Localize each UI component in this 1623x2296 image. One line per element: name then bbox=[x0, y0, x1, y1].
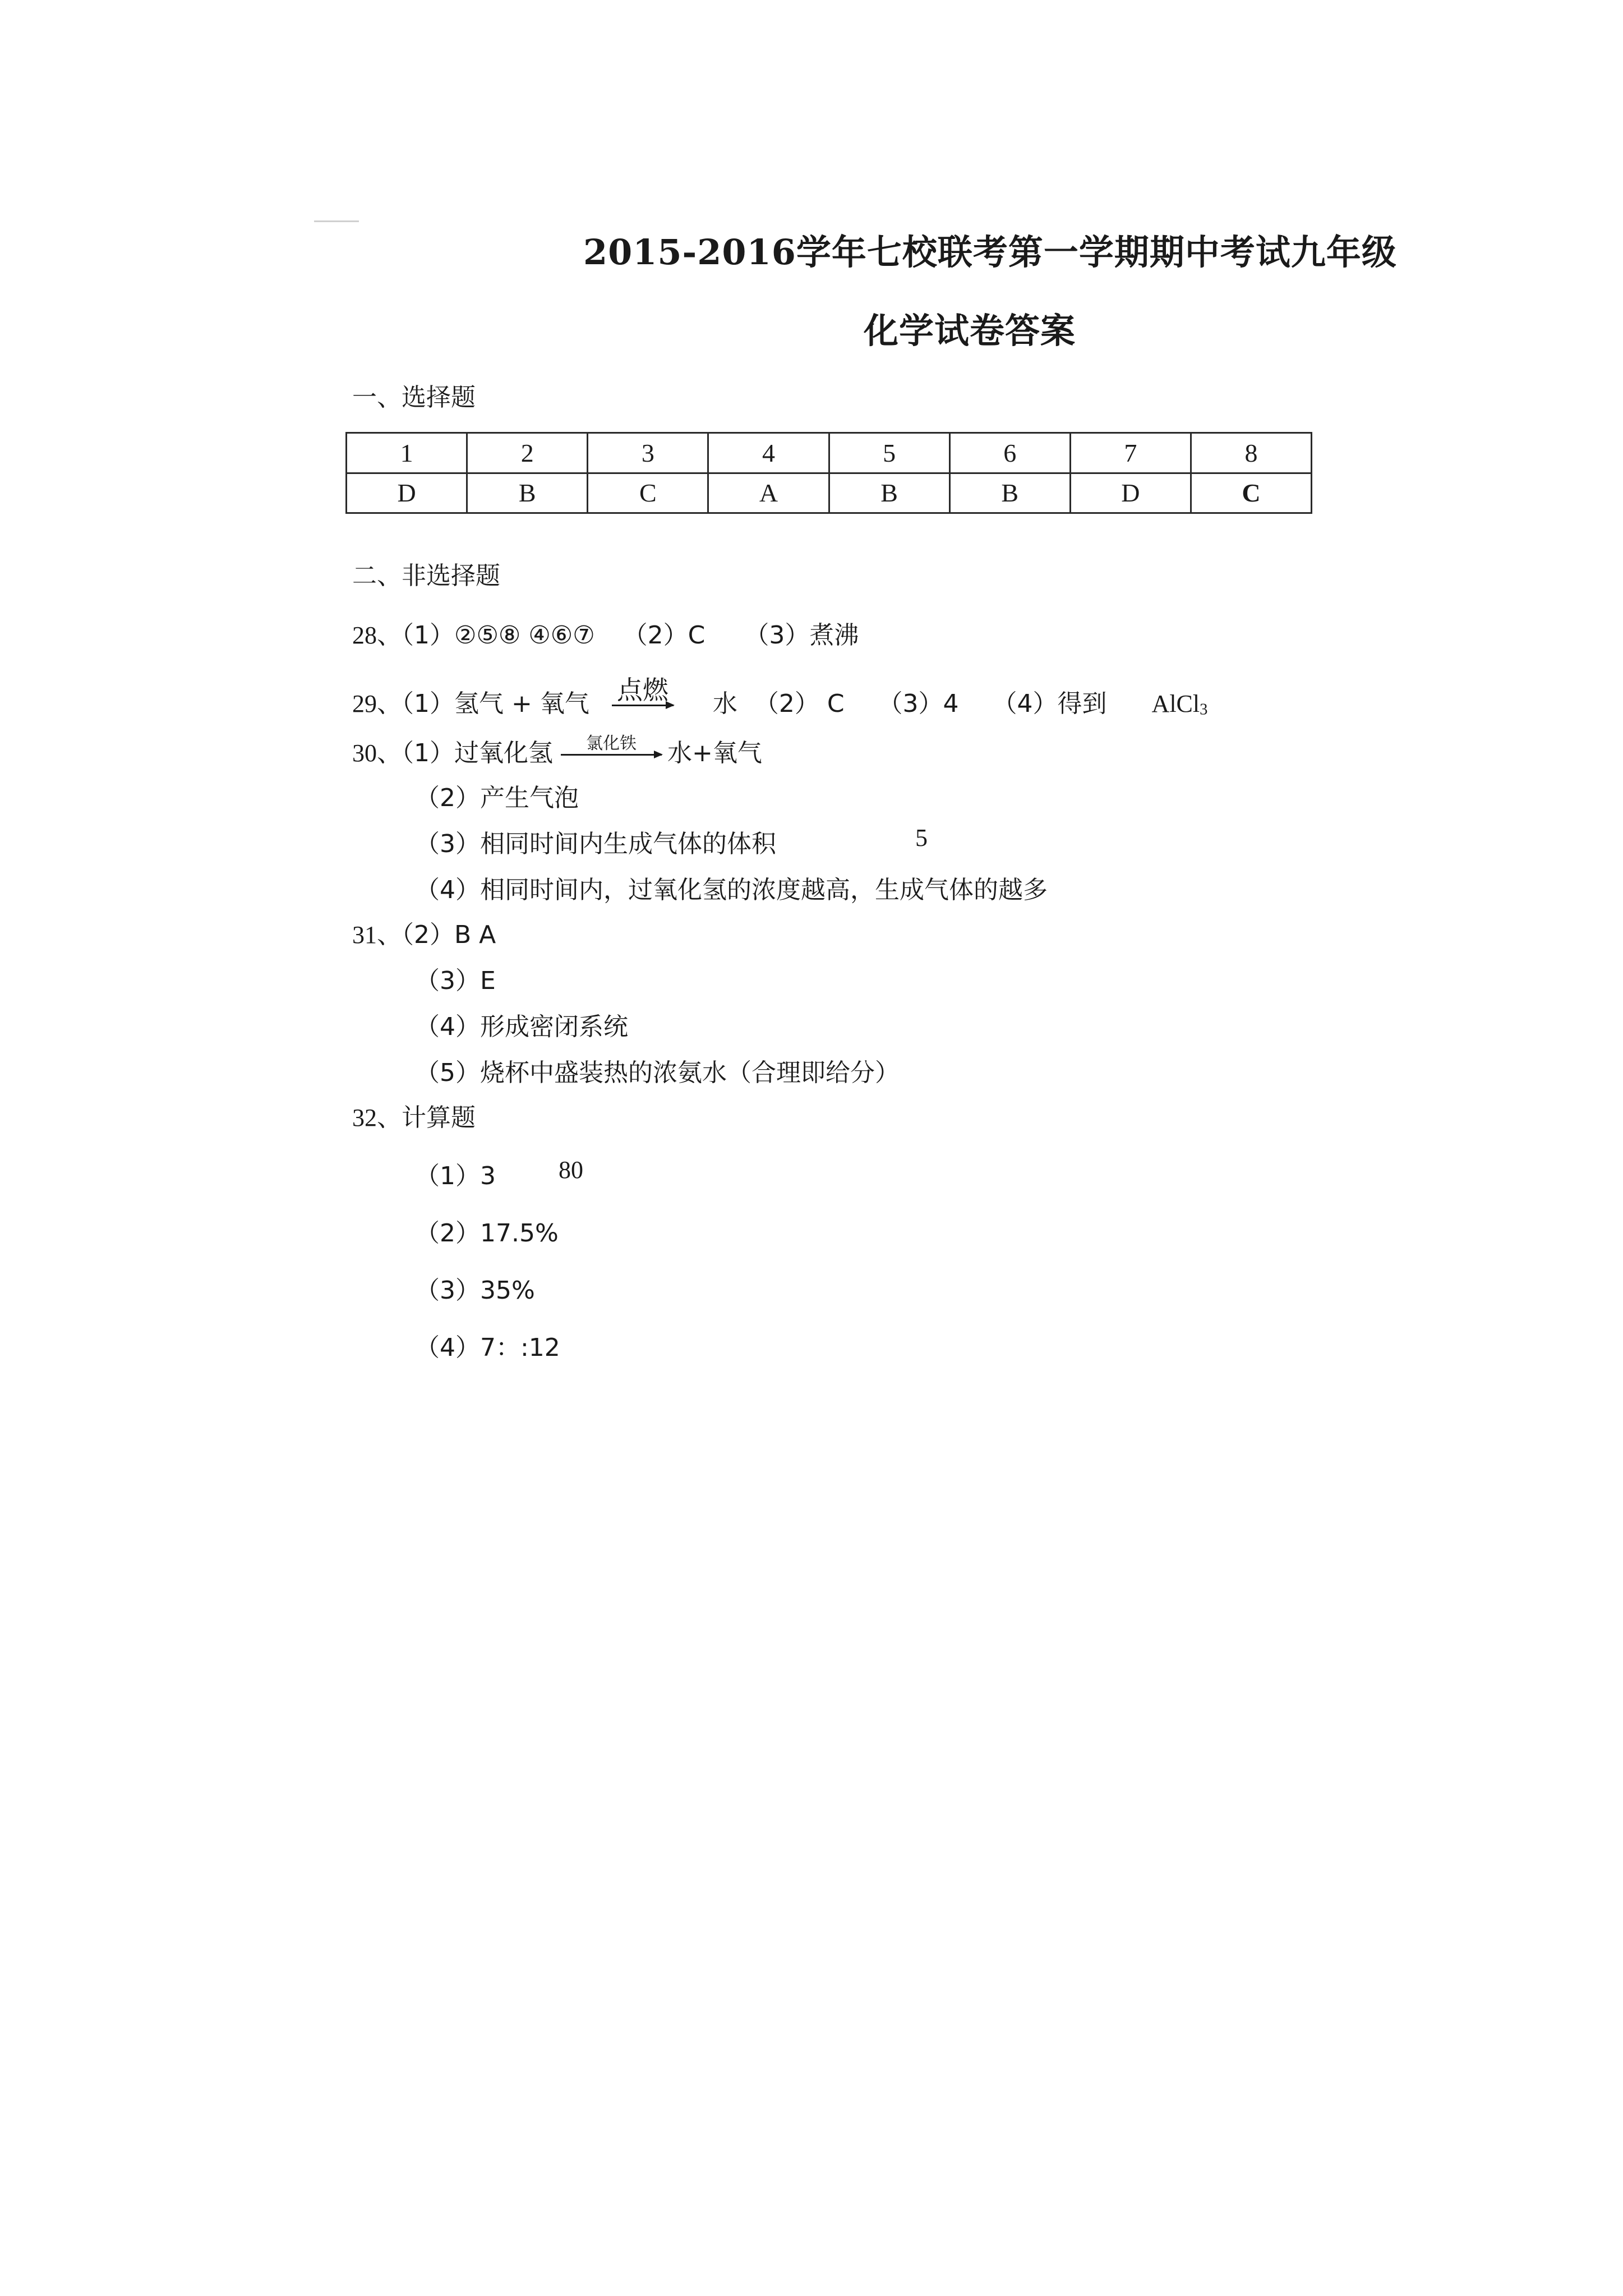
reaction-arrow bbox=[612, 674, 674, 706]
answer-table bbox=[345, 432, 1312, 514]
q32-part4: （4）7：:12 bbox=[415, 1333, 560, 1362]
q28-number: 28、 bbox=[352, 622, 402, 649]
section-heading-choice: 一、选择题 bbox=[352, 383, 476, 412]
q29-part4: （4）得到 bbox=[992, 689, 1107, 718]
corner-mark bbox=[314, 220, 359, 222]
answer-cell: B bbox=[949, 473, 1070, 513]
q32-part1: （1）3 bbox=[415, 1162, 496, 1190]
q30-part1-products: 水+氧气 bbox=[667, 739, 762, 767]
q30-part3-value: 5 bbox=[915, 824, 928, 852]
q29-line bbox=[352, 674, 1208, 719]
title-line-1: 2015-2016学年七校联考第一学期期中考试九年级 bbox=[583, 232, 1397, 273]
q30-part4: （4）相同时间内，过氧化氢的浓度越高，生成气体的越多 bbox=[415, 876, 1048, 904]
q30-part1-reactant: （1）过氧化氢 bbox=[402, 739, 553, 767]
q30-line-1 bbox=[352, 733, 762, 769]
q32-part1-value: 80 bbox=[559, 1156, 583, 1184]
arrow-catalyst-label: 氯化铁 bbox=[586, 733, 637, 753]
q29-number: 29、 bbox=[352, 690, 402, 717]
formula-alcl3 bbox=[1152, 690, 1208, 717]
answer-cell: D bbox=[1070, 473, 1191, 513]
question-number-cell: 6 bbox=[949, 433, 1070, 473]
catalyst-arrow bbox=[561, 733, 662, 756]
q31-part5: （5）烧杯中盛装热的浓氨水（合理即给分） bbox=[415, 1059, 900, 1087]
table-row-answers bbox=[347, 473, 1312, 513]
q29-part2: （2） C bbox=[754, 689, 845, 718]
q32-part2: （2）17.5% bbox=[415, 1219, 559, 1248]
question-number-cell: 8 bbox=[1191, 433, 1311, 473]
question-number-cell: 3 bbox=[588, 433, 708, 473]
q30-part2: （2）产生气泡 bbox=[415, 784, 579, 812]
q28-part2: （2）C bbox=[623, 621, 706, 650]
q31-part4: （4）形成密闭系统 bbox=[415, 1013, 628, 1041]
answer-cell: B bbox=[467, 473, 588, 513]
q31-part2: （2）B A bbox=[402, 921, 496, 949]
q31-number: 31、 bbox=[352, 921, 402, 949]
question-number-cell: 5 bbox=[829, 433, 949, 473]
q32-part3: （3）35% bbox=[415, 1276, 535, 1305]
answer-cell: C bbox=[1191, 473, 1311, 513]
q32-line-1 bbox=[352, 1097, 476, 1133]
arrow-icon bbox=[612, 705, 674, 706]
q29-part1-product: 水 bbox=[712, 689, 737, 718]
formula-main: AlCl bbox=[1151, 690, 1200, 717]
question-number-cell: 7 bbox=[1070, 433, 1191, 473]
answer-cell: A bbox=[708, 473, 829, 513]
q29-part1-reactants: （1）氢气 + 氧气 bbox=[402, 689, 589, 718]
q28-line bbox=[352, 615, 859, 651]
arrow-icon bbox=[561, 754, 662, 756]
arrow-condition-label: 点燃 bbox=[616, 674, 668, 705]
q30-number: 30、 bbox=[352, 739, 402, 767]
question-number-cell: 4 bbox=[708, 433, 829, 473]
title-line-2: 化学试卷答案 bbox=[864, 310, 1076, 351]
q30-part3: （3）相同时间内生成气体的体积 bbox=[415, 830, 776, 858]
answer-cell: B bbox=[829, 473, 949, 513]
answer-cell: C bbox=[588, 473, 708, 513]
q28-part1: （1）②⑤⑧ ④⑥⑦ bbox=[402, 621, 595, 650]
question-number-cell: 2 bbox=[467, 433, 588, 473]
answer-cell: D bbox=[347, 473, 467, 513]
q31-part3: （3）E bbox=[415, 967, 496, 995]
q29-part3: （3）4 bbox=[878, 689, 959, 718]
table-row-numbers bbox=[347, 433, 1312, 473]
q32-number: 32、 bbox=[352, 1104, 402, 1131]
question-number-cell: 1 bbox=[347, 433, 467, 473]
formula-subscript: 3 bbox=[1200, 701, 1208, 719]
q28-part3: （3）煮沸 bbox=[744, 621, 859, 650]
section-heading-nonchoice: 二、非选择题 bbox=[352, 562, 500, 590]
q31-line-1 bbox=[352, 914, 496, 950]
q32-heading: 计算题 bbox=[402, 1103, 476, 1132]
